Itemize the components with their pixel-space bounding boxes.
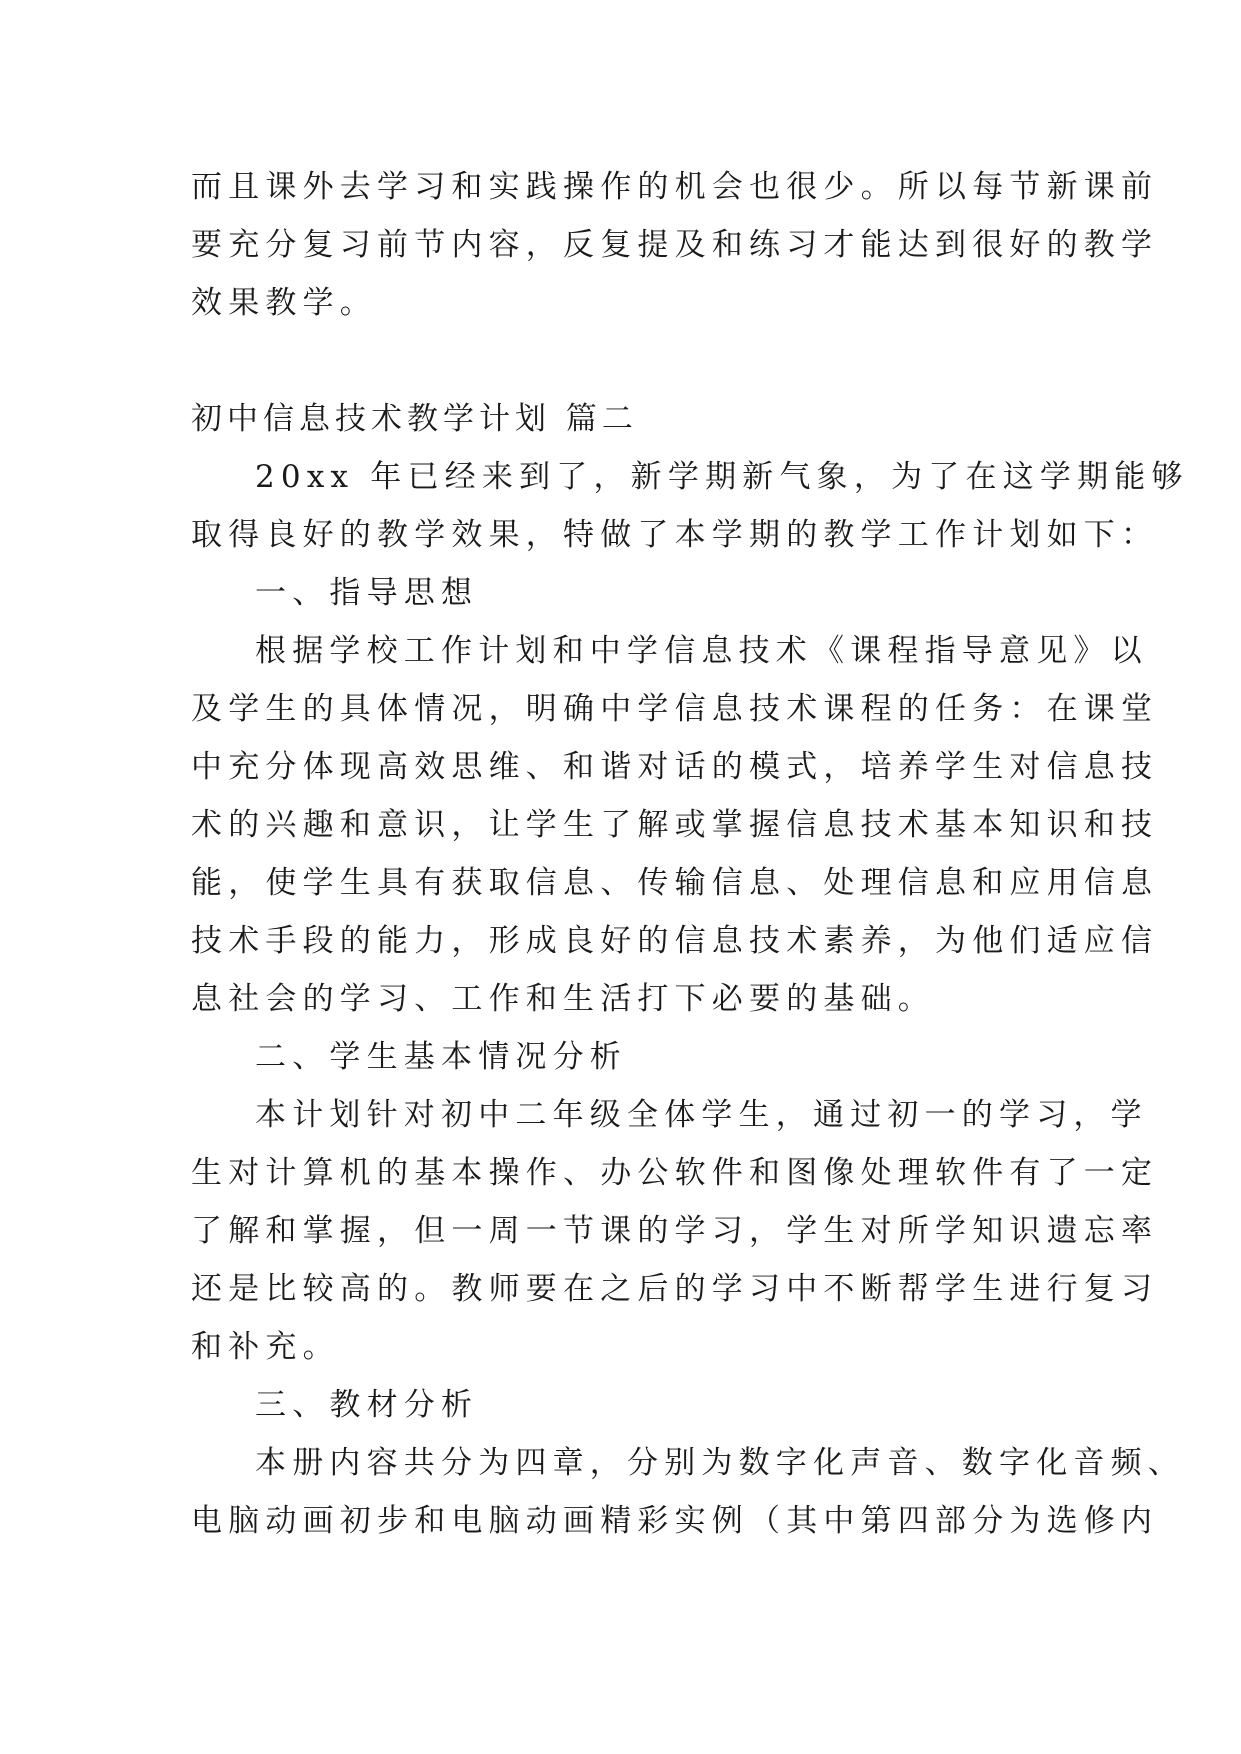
text-line: 根据学校工作计划和中学信息技术《课程指导意见》以 [255, 633, 1148, 669]
text-line: 电脑动画初步和电脑动画精彩实例（其中第四部分为选修内 [191, 1503, 1159, 1539]
text-line: 二、学生基本情况分析 [255, 1039, 627, 1075]
text-line: 及学生的具体情况，明确中学信息技术课程的任务：在课堂 [191, 691, 1159, 727]
text-line: 而且课外去学习和实践操作的机会也很少。所以每节新课前 [191, 169, 1159, 205]
text-line: 术的兴趣和意识，让学生了解或掌握信息技术基本知识和技 [191, 807, 1159, 843]
text-line: 效果教学。 [191, 285, 377, 321]
text-line: 和补充。 [191, 1329, 340, 1365]
text-line: 息社会的学习、工作和生活打下必要的基础。 [191, 981, 935, 1017]
text-line: 了解和掌握，但一周一节课的学习，学生对所学知识遗忘率 [191, 1213, 1159, 1249]
text-line: 20xx 年已经来到了，新学期新气象，为了在这学期能够 [255, 459, 1189, 495]
text-line: 本册内容共分为四章，分别为数字化声音、数字化音频、 [255, 1445, 1185, 1481]
text-line: 生对计算机的基本操作、办公软件和图像处理软件有了一定 [191, 1155, 1159, 1191]
text-line: 还是比较高的。教师要在之后的学习中不断帮学生进行复习 [191, 1271, 1159, 1307]
section-title: 初中信息技术教学计划 篇二 [191, 401, 638, 437]
body-text [191, 448, 1189, 1550]
text-line: 要充分复习前节内容，反复提及和练习才能达到很好的教学 [191, 227, 1159, 263]
text-line: 本计划针对初中二年级全体学生，通过初一的学习，学 [255, 1097, 1148, 1133]
text-line: 能，使学生具有获取信息、传输信息、处理信息和应用信息 [191, 865, 1159, 901]
text-line: 三、教材分析 [255, 1387, 479, 1423]
text-line: 一、指导思想 [255, 575, 479, 611]
intro-paragraph [191, 158, 1159, 332]
text-line: 取得良好的教学效果，特做了本学期的教学工作计划如下： [191, 517, 1159, 553]
text-line: 中充分体现高效思维、和谐对话的模式，培养学生对信息技 [191, 749, 1159, 785]
text-line: 技术手段的能力，形成良好的信息技术素养，为他们适应信 [191, 923, 1159, 959]
